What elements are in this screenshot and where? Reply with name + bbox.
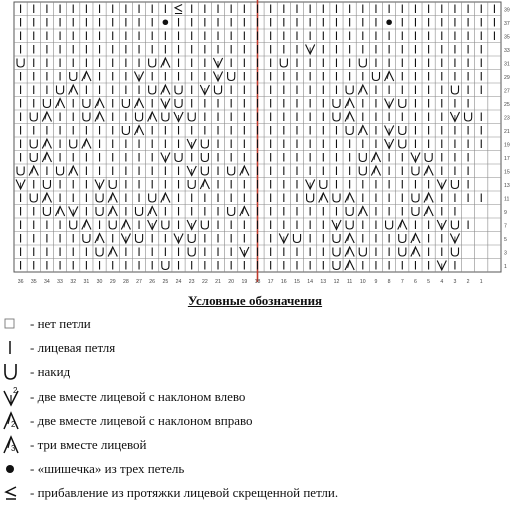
row-label: 15 [504,169,510,176]
row-label: 33 [504,47,510,54]
legend-text: - нет петли [30,316,91,332]
k2tog-right-icon [2,410,28,432]
row-label: 31 [504,61,510,68]
column-label: 25 [162,279,169,285]
column-label: 32 [70,279,77,285]
column-label: 15 [294,279,300,285]
row-label: 27 [504,88,510,95]
row-label: 19 [504,142,510,149]
legend-title: Условные обозначения [187,293,323,308]
legend-text: - «шишечка» из трех петель [30,461,185,477]
row-label: 25 [504,101,510,108]
row-label: 5 [504,236,507,243]
column-label: 11 [346,279,353,285]
row-label: 17 [504,155,510,162]
row-label: 11 [504,196,510,203]
column-label: 14 [307,279,314,285]
bobble-icon [2,458,28,480]
legend-text: - лицевая петля [30,340,116,356]
knit-stitch-icon [2,337,28,359]
svg-text:2: 2 [11,419,16,429]
column-label: 27 [136,279,142,285]
k2tog-left-icon [2,386,28,408]
legend-text: - прибавление из протяжки лицевой скрещенной петли. [30,485,339,501]
row-label: 7 [504,223,507,230]
row-label: 35 [504,34,510,41]
column-label: 3 [453,279,457,285]
column-label: 28 [122,279,129,285]
legend-text: - накид [30,364,71,380]
column-label: 1 [479,279,483,285]
bobble-mark [163,19,169,25]
svg-text:3: 3 [11,444,16,454]
legend-text: - две вместе лицевой с наклоном влево [30,388,246,404]
row-label: 13 [504,182,510,189]
legend-item-no-stitch [2,312,507,336]
legend-item-knit [2,336,507,360]
legend-item-yarn-over [2,360,507,384]
column-label: 12 [333,279,340,285]
column-label: 21 [215,279,221,285]
column-label: 5 [427,279,431,285]
row-label: 1 [504,263,507,270]
legend-item-k3tog [2,433,507,457]
svg-text:2: 2 [13,385,18,395]
column-label: 26 [149,279,156,285]
column-label: 20 [228,279,235,285]
k3tog-icon [2,434,28,456]
column-label: 18 [254,279,261,285]
row-label: 9 [504,209,507,216]
column-label: 13 [320,279,327,285]
column-label: 8 [387,279,391,285]
column-label: 6 [414,279,417,285]
legend [2,312,507,506]
column-label: 4 [440,279,444,285]
legend-item-k2tog-right [2,409,507,433]
column-label: 16 [280,279,287,285]
column-label: 30 [96,279,103,285]
legend-text: - две вместе лицевой с наклоном вправо [30,412,253,428]
column-label: 22 [201,279,208,285]
legend-item-bobble [2,457,507,481]
row-label: 23 [504,115,510,122]
legend-item-k2tog-left [2,385,507,409]
yarn-over-icon [2,361,28,383]
column-label: 10 [359,279,366,285]
row-label: 21 [504,128,510,135]
column-label: 17 [267,279,274,285]
row-label: 3 [504,250,507,257]
column-label: 23 [188,279,195,285]
column-label: 34 [44,279,50,285]
column-label: 33 [57,279,63,285]
column-label: 7 [400,279,404,285]
empty-square-icon [2,313,28,335]
column-label: 24 [175,279,182,285]
bobble-mark [386,19,392,25]
row-label: 39 [504,7,510,14]
column-label: 36 [17,279,24,285]
column-label: 9 [374,279,378,285]
column-label: 29 [109,279,116,285]
column-label: 31 [83,279,90,285]
row-label: 29 [504,74,510,81]
column-label: 19 [241,279,248,285]
legend-text: - три вместе лицевой [30,437,147,453]
row-label: 37 [504,20,510,27]
column-label: 2 [466,279,470,285]
column-label: 35 [30,279,37,285]
increase-icon [2,482,28,504]
